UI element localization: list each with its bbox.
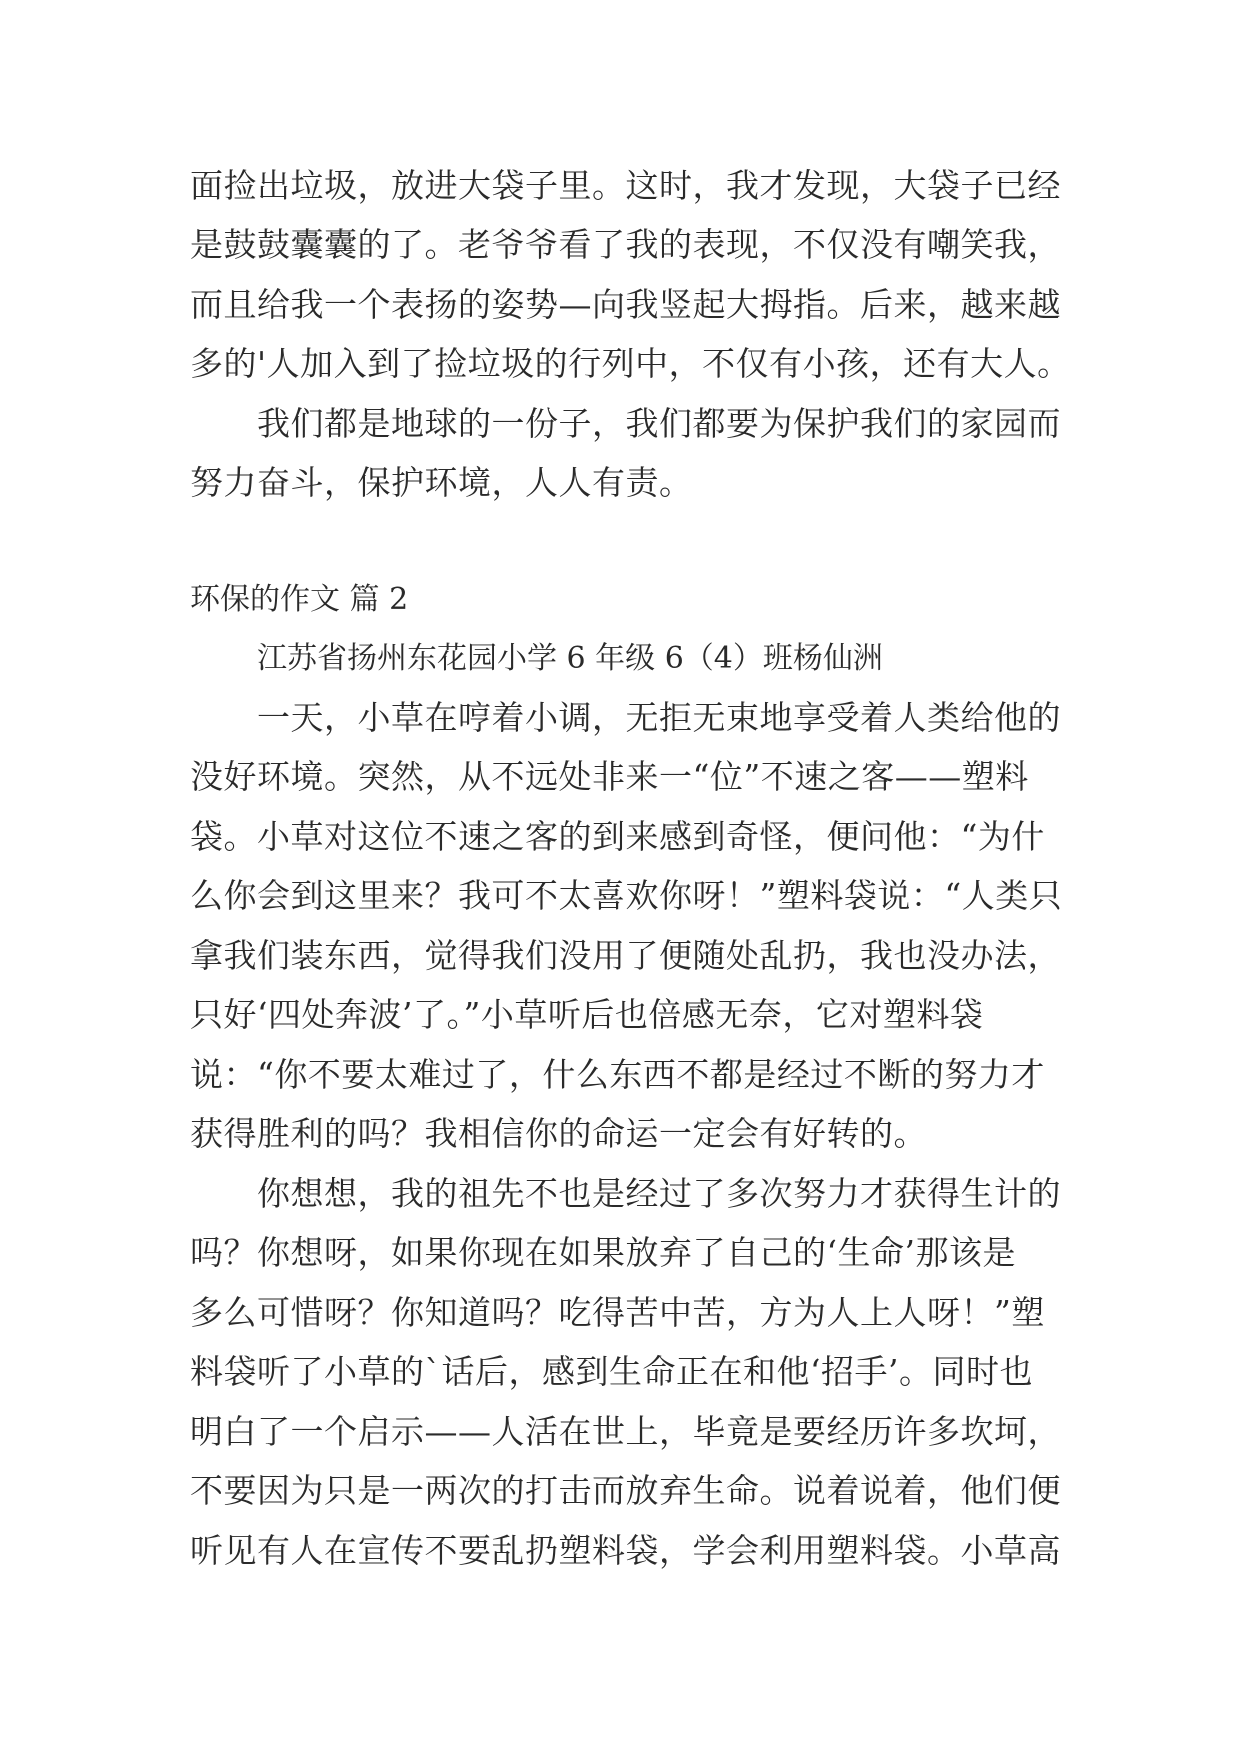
paragraph-line: 多的'人加入到了捡垃圾的行列中，不仅有小孩，还有大人。 [190, 344, 1071, 383]
paragraph-line: 是鼓鼓囊囊的了。老爷爷看了我的表现，不仅没有嘲笑我， [190, 225, 1061, 264]
author-line: 江苏省扬州东花园小学 6 年级 6（4）班杨仙洲 [257, 641, 883, 676]
paragraph-line: 拿我们装东西，觉得我们没用了便随处乱扔，我也没办法， [190, 936, 1061, 975]
paragraph-line: 明白了一个启示——人活在世上，毕竟是要经历许多坎坷， [190, 1412, 1061, 1451]
paragraph-line: 没好环境。突然，从不远处非来一“位”不速之客——塑料 [190, 757, 1029, 796]
paragraph-line: 获得胜利的吗？我相信你的命运一定会有好转的。 [190, 1114, 927, 1153]
paragraph-line: 一天，小草在哼着小调，无拒无束地享受着人类给他的 [257, 698, 1061, 737]
paragraph-line: 听见有人在宣传不要乱扔塑料袋，学会利用塑料袋。小草高 [190, 1531, 1061, 1570]
paragraph-line: 料袋听了小草的`话后，感到生命正在和他‘招手’。同时也 [190, 1352, 1033, 1391]
paragraph-line: 只好‘四处奔波’了。”小草听后也倍感无奈，它对塑料袋 [190, 995, 984, 1034]
paragraph-line: 你想想，我的祖先不也是经过了多次努力才获得生计的 [257, 1174, 1061, 1213]
paragraph-line: 面捡出垃圾，放进大袋子里。这时，我才发现，大袋子已经 [190, 166, 1061, 205]
paragraph-line: 袋。小草对这位不速之客的到来感到奇怪，便问他：“为什 [190, 817, 1045, 856]
paragraph-line: 说：“你不要太难过了，什么东西不都是经过不断的努力才 [190, 1055, 1045, 1094]
section-heading: 环保的作文 篇 2 [190, 582, 409, 617]
paragraph-line: 多么可惜呀？你知道吗？吃得苦中苦，方为人上人呀！”塑 [190, 1293, 1045, 1332]
paragraph-line: 不要因为只是一两次的打击而放弃生命。说着说着，他们便 [190, 1471, 1061, 1510]
paragraph-line: 而且给我一个表扬的姿势—向我竖起大拇指。后来，越来越 [190, 285, 1061, 324]
paragraph-line: 吗？你想呀，如果你现在如果放弃了自己的‘生命’那该是 [190, 1233, 1016, 1272]
paragraph-line: 努力奋斗，保护环境，人人有责。 [190, 463, 693, 502]
paragraph-line: 我们都是地球的一份子，我们都要为保护我们的家园而 [257, 404, 1061, 443]
paragraph-line: 么你会到这里来？我可不太喜欢你呀！”塑料袋说：“人类只 [190, 876, 1063, 915]
